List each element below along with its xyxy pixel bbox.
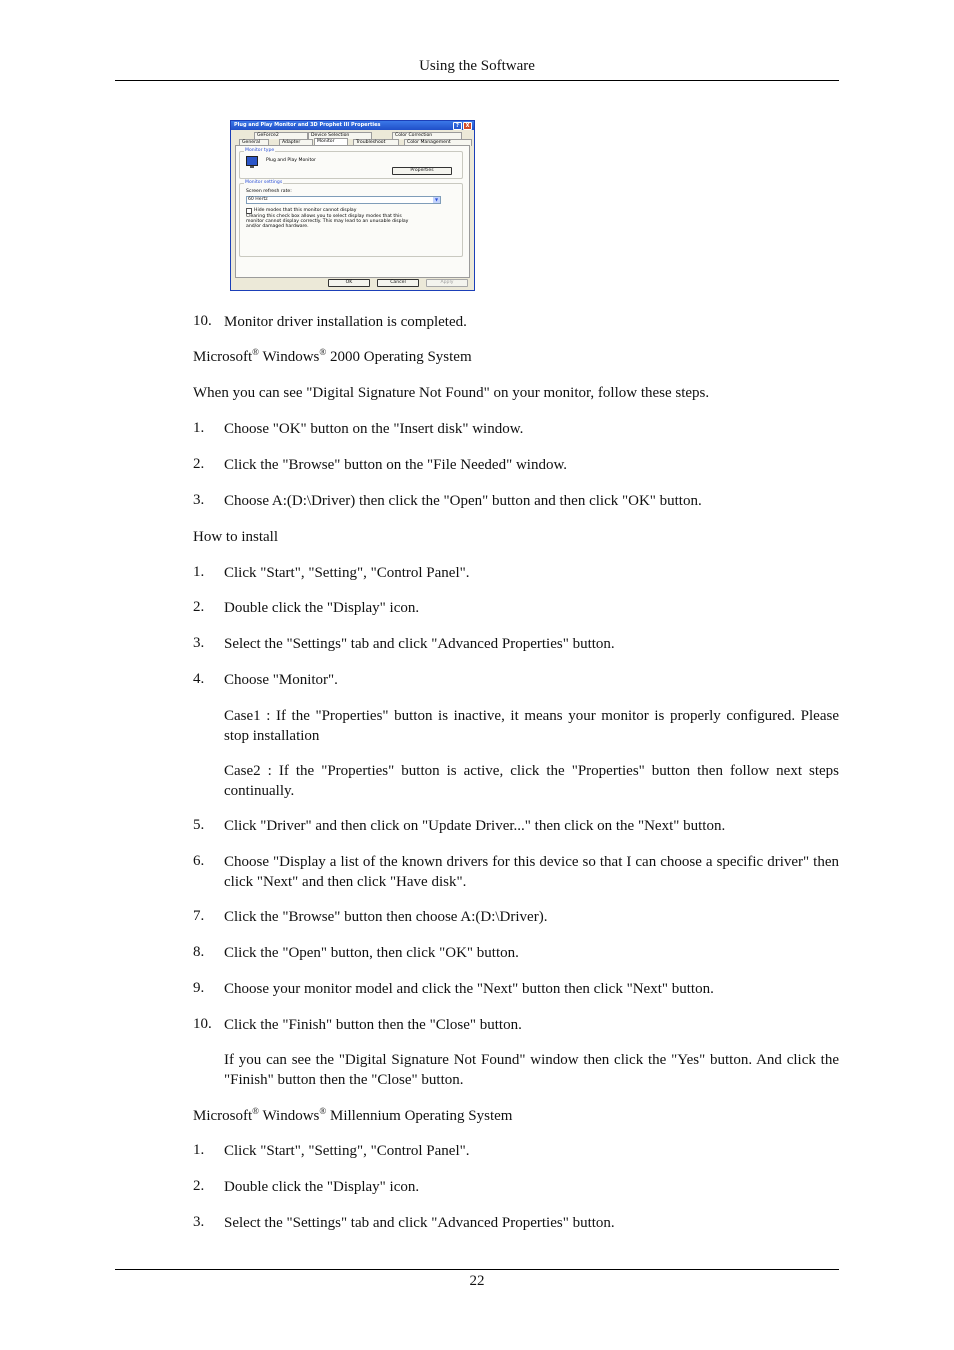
ok-button: OK: [328, 279, 370, 287]
how-to-install-heading: How to install: [193, 529, 278, 545]
step-number: 6.: [193, 853, 205, 869]
monitor-type-label: Monitor type: [245, 148, 275, 153]
dialog-title: Plug and Play Monitor and 3D Prophet III Properties: [234, 122, 381, 128]
dsnf-intro: When you can see "Digital Signature Not Found" on your monitor, follow these steps.: [193, 385, 710, 401]
step-number: 2.: [193, 1178, 205, 1194]
monitor-settings-label: Monitor settings: [245, 180, 283, 185]
step-number: 7.: [193, 908, 205, 924]
registered-mark: ®: [252, 347, 260, 357]
page-number: 22: [469, 1273, 485, 1289]
step-number: 2.: [193, 599, 205, 615]
step-text: Click "Start", "Setting", "Control Panel".: [224, 1143, 470, 1159]
step-text: Choose "OK" button on the "Insert disk" window.: [224, 421, 524, 437]
close-icon: X: [463, 122, 472, 130]
step-number: 1.: [193, 1142, 205, 1158]
dsnf-note: If you can see the "Digital Signature Not Found" window then click the "Yes" button. And click the "Finish" button then the "Close" button.: [224, 1052, 839, 1088]
step-number: 5.: [193, 817, 205, 833]
step-text: Select the "Settings" tab and click "Advanced Properties" button.: [224, 1215, 615, 1231]
step-text: Click the "Finish" button then the "Close" button.: [224, 1017, 522, 1033]
os-rest: 2000 Operating System: [326, 349, 472, 365]
monitor-properties-screenshot: [230, 120, 475, 291]
tab-troubleshoot: Troubleshoot: [353, 139, 399, 146]
refresh-rate-select: [246, 196, 441, 204]
help-icon: ?: [453, 122, 462, 130]
hide-modes-note-line: monitor cannot display correctly. This may lead to an unusable display: [246, 219, 409, 224]
refresh-rate-value: 60 Hertz: [248, 197, 268, 202]
monitor-name: Plug and Play Monitor: [266, 158, 316, 163]
step-text: Click "Start", "Setting", "Control Panel".: [224, 565, 470, 581]
tab-adapter: Adapter: [279, 139, 313, 146]
hide-modes-note-line: and/or damaged hardware.: [246, 224, 309, 229]
tab-geforce2: GeForce2: [254, 132, 308, 139]
step-text: Choose "Display a list of the known drivers for this device so that I can choose a specific driver" then click "Next" and then click "Have disk".: [224, 854, 839, 890]
monitor-tab-panel: [235, 145, 470, 278]
tab-color-management: Color Management: [404, 139, 472, 146]
os-heading-2000: [193, 348, 472, 368]
header-rule: [115, 80, 839, 81]
step-text: Choose your monitor model and click the "Next" button then click "Next" button.: [224, 981, 714, 997]
step-number: 10.: [193, 1016, 212, 1032]
page-header: Using the Software: [419, 58, 535, 74]
step-number: 3.: [193, 635, 205, 651]
step-number: 3.: [193, 492, 205, 508]
step-number: 2.: [193, 456, 205, 472]
step-text: Click the "Browse" button then choose A:(D:\Driver).: [224, 909, 548, 925]
registered-mark: ®: [319, 347, 327, 357]
os-win: Windows: [259, 1108, 320, 1124]
case1-note: Case1 : If the "Properties" button is inactive, it means your monitor is properly configured. Please stop installation: [224, 708, 839, 744]
step-number: 10.: [193, 313, 212, 329]
tab-monitor: Monitor: [314, 138, 348, 145]
step-number: 8.: [193, 944, 205, 960]
os-ms: Microsoft: [193, 1108, 253, 1124]
step-text: Double click the "Display" icon.: [224, 600, 420, 616]
step-number: 3.: [193, 1214, 205, 1230]
properties-button: Properties: [392, 167, 452, 175]
tab-general: General: [239, 139, 269, 146]
os-rest: Millennium Operating System: [326, 1108, 513, 1124]
footer-rule: [115, 1269, 839, 1270]
monitor-icon: [246, 156, 258, 166]
step-number: 1.: [193, 420, 205, 436]
hide-modes-label: Hide modes that this monitor cannot display: [254, 208, 357, 213]
step-text: Choose A:(D:\Driver) then click the "Open" button and then click "OK" button.: [224, 493, 702, 509]
os-ms: Microsoft: [193, 349, 253, 365]
step-text: Choose "Monitor".: [224, 672, 338, 688]
tab-color-correction: Color Correction: [392, 132, 462, 139]
monitor-type-group: [239, 148, 463, 179]
refresh-rate-label: Screen refresh rate:: [246, 189, 292, 194]
tab-device-selection: Device Selection: [308, 132, 372, 139]
step-text: Click the "Browse" button on the "File Needed" window.: [224, 457, 568, 473]
monitor-settings-group: [239, 180, 463, 257]
cancel-button: Cancel: [377, 279, 419, 287]
step-number: 9.: [193, 980, 205, 996]
registered-mark: ®: [319, 1106, 327, 1116]
step-number: 1.: [193, 564, 205, 580]
step-text: Double click the "Display" icon.: [224, 1179, 420, 1195]
step-text: Click "Driver" and then click on "Update Driver..." then click on the "Next" button.: [224, 818, 726, 834]
os-win: Windows: [259, 349, 320, 365]
registered-mark: ®: [252, 1106, 260, 1116]
step-text: Select the "Settings" tab and click "Advanced Properties" button.: [224, 636, 615, 652]
step-text: Monitor driver installation is completed.: [224, 314, 467, 330]
step-text: Click the "Open" button, then click "OK" button.: [224, 945, 519, 961]
apply-button: Apply: [426, 279, 468, 287]
dialog-title-bar: [231, 121, 474, 130]
hide-modes-note-line: Clearing this check box allows you to select display modes that this: [246, 214, 402, 219]
case2-note: Case2 : If the "Properties" button is active, click the "Properties" button then follow next steps continually.: [224, 763, 839, 799]
chevron-down-icon: ▼: [434, 197, 439, 202]
step-number: 4.: [193, 671, 205, 687]
os-heading-me: [193, 1107, 512, 1127]
